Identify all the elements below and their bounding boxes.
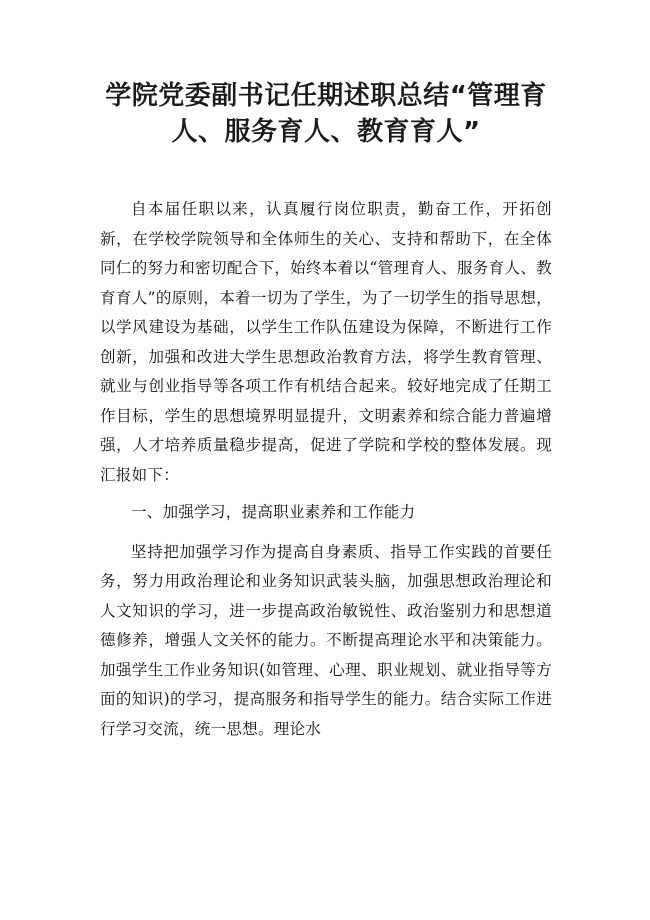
intro-paragraph: 自本届任职以来，认真履行岗位职责，勤奋工作，开拓创新，在学校学院领导和全体师生的关心、支持和帮助下，在全体同仁的努力和密切配合下，始终本着以“管理育人、服务育人、教育育人”的原则，本着一切为了学生，为了一切学生的指导思想，以学风建设为基础，以学生工作队伍建设为保障，不断进行工作创新，加强和改进大学生思想政治教育方法，将学生教育管理、就业与创业指导等各项工作有机结合起来。较好地完成了任期工作目标，学生的思想境界明显提升，文明素养和综合能力普遍增强，人才培养质量稳步提高，促进了学院和学校的整体发展。现汇报如下： [100,200,552,484]
section-1-heading: 一、加强学习，提高职业素养和工作能力 [131,503,416,521]
document-page [100,78,552,744]
section-1-paragraph: 坚持把加强学习作为提高自身素质、指导工作实践的首要任务，努力用政治理论和业务知识武装头脑，加强思想政治理论和人文知识的学习，进一步提高政治敏锐性、政治鉴别力和思想道德修养，增强人文关怀的能力。不断提高理论水平和决策能力。加强学生工作业务知识(如管理、心理、职业规划、就业指导等方面的知识)的学习，提高服务和指导学生的能力。结合实际工作进行学习交流，统一思想。理论水 [100,542,552,738]
title-line-1: 学院党委副书记任期述职总结“管理育 [105,81,547,111]
title-line-2: 人、服务育人、教育育人” [171,117,481,147]
document-body [100,195,552,744]
document-title [100,78,552,150]
